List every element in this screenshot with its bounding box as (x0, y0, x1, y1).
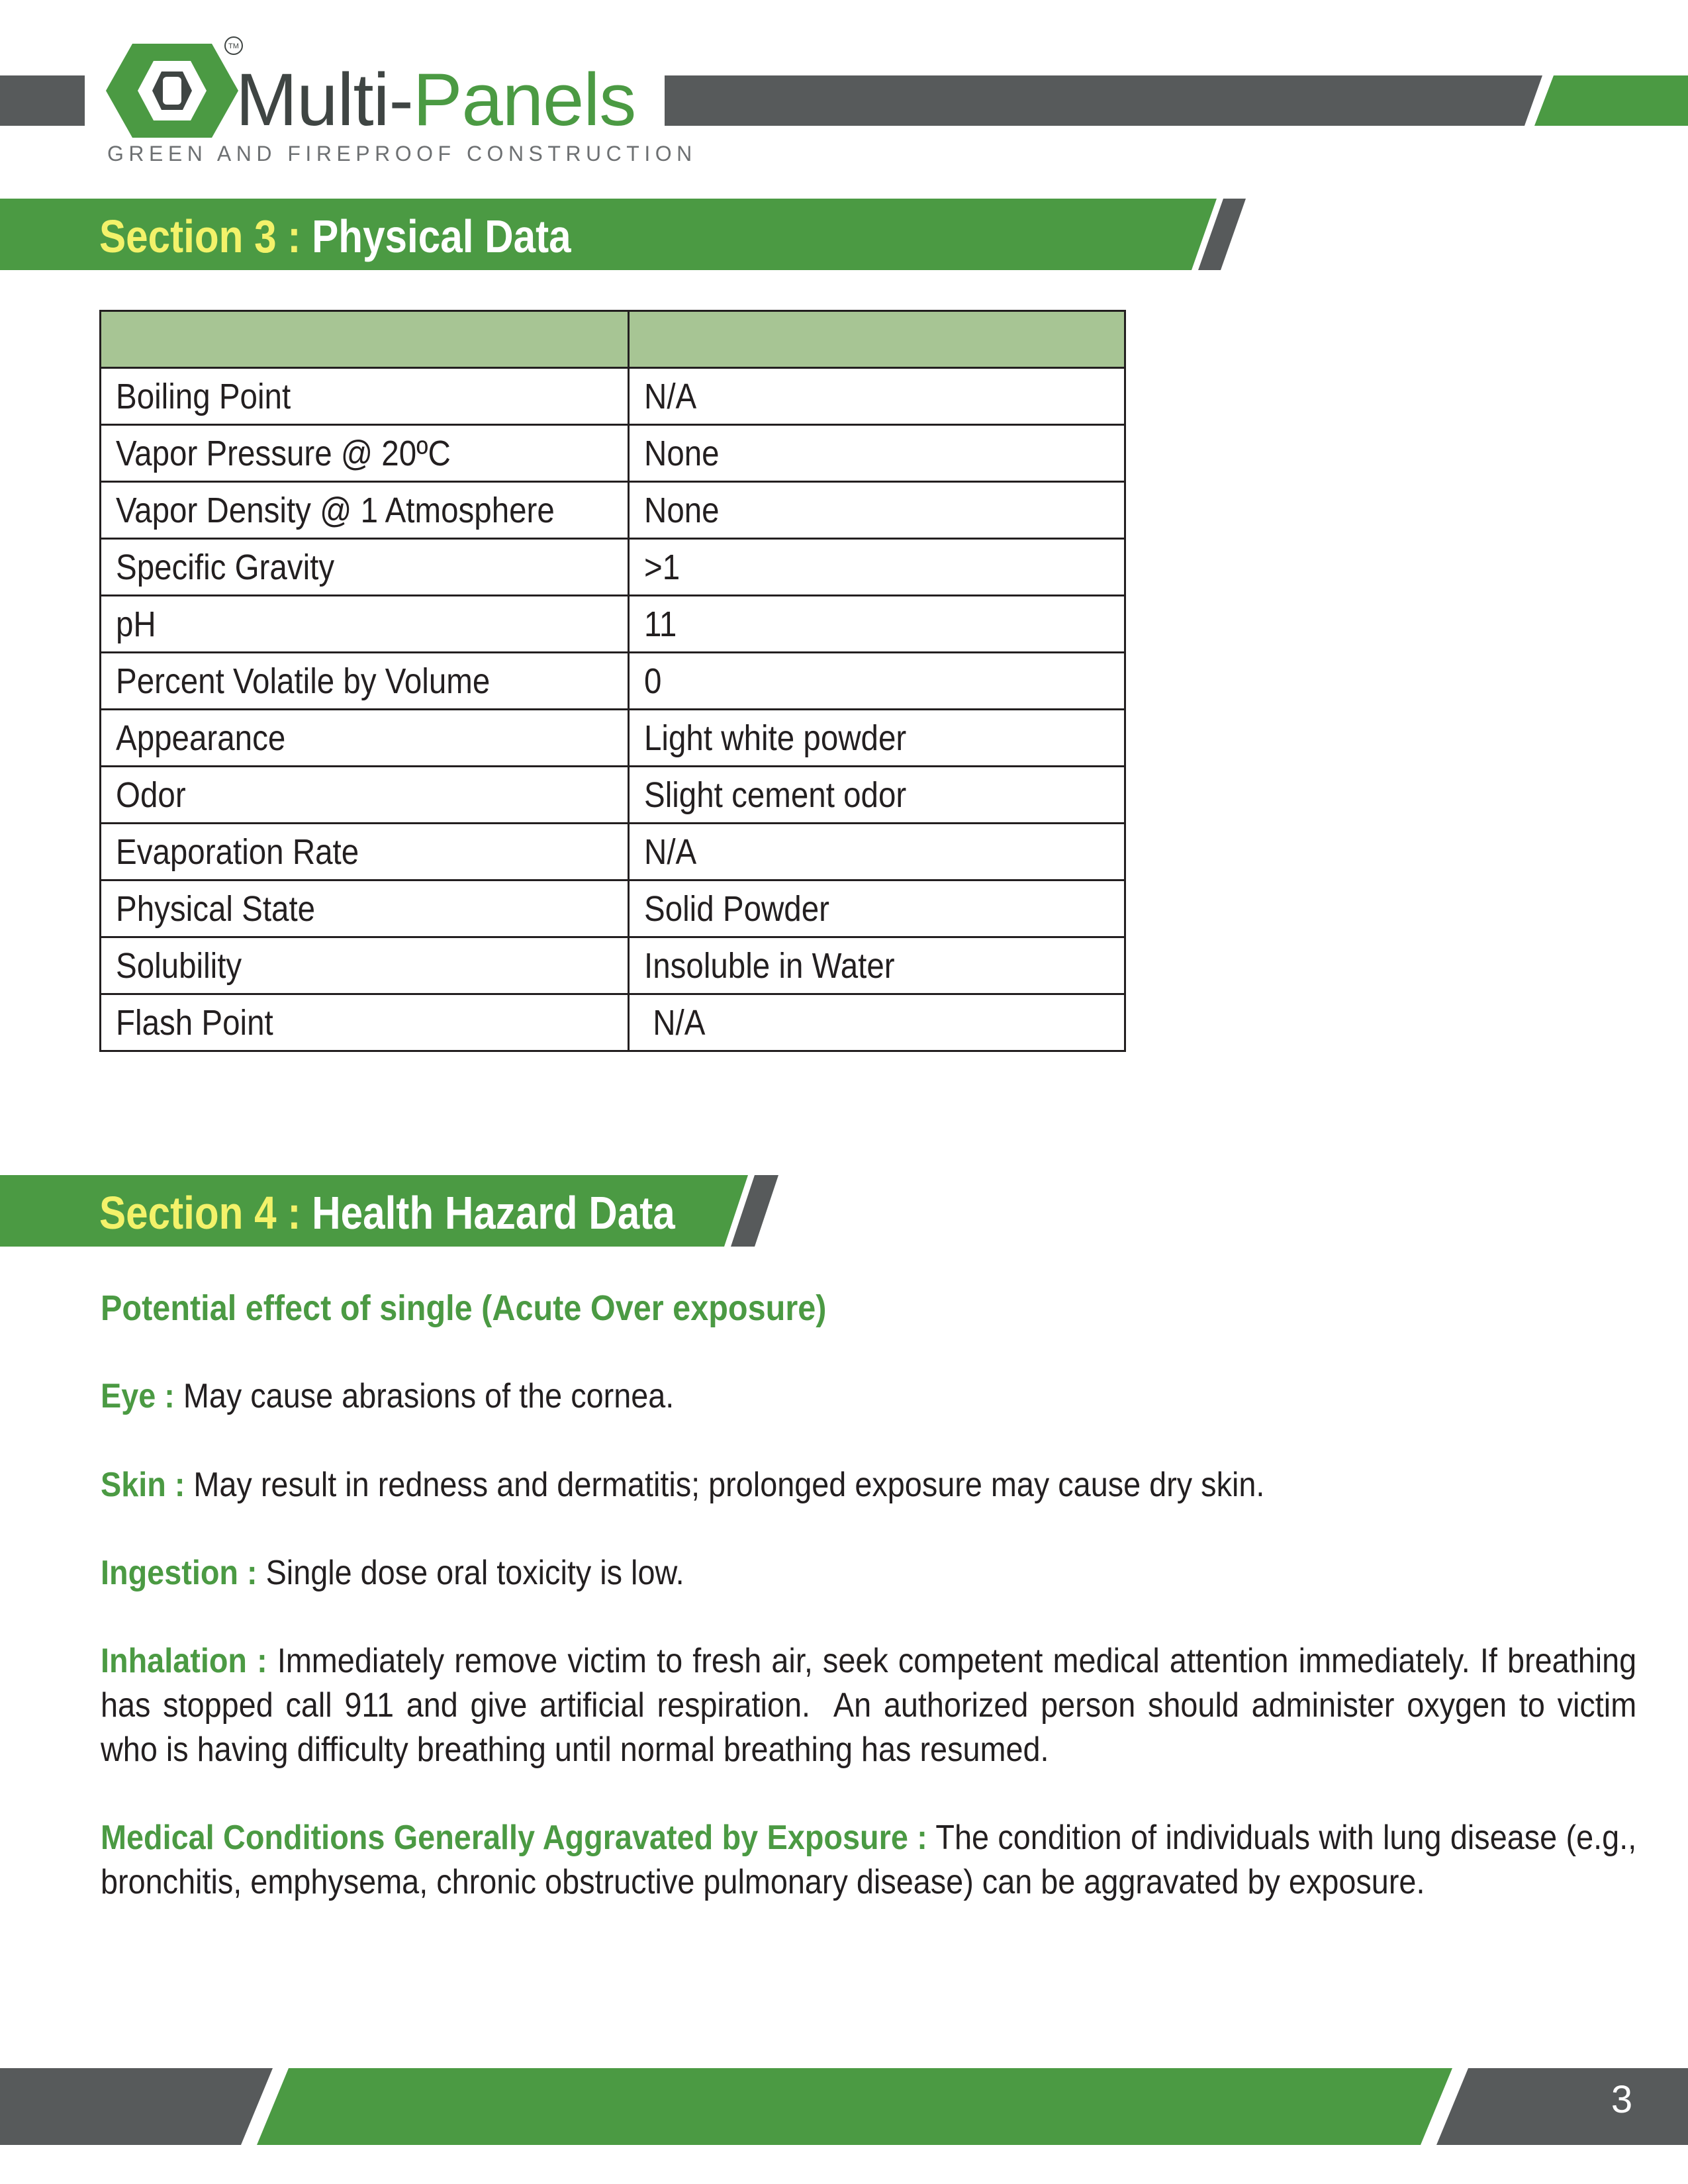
value-cell: N/A (629, 994, 1125, 1051)
value-cell: >1 (629, 539, 1125, 596)
value-cell: N/A (629, 824, 1125, 880)
hazard-text: May result in redness and dermatitis; prolonged exposure may cause dry skin. (185, 1466, 1265, 1504)
header-right-bar (665, 75, 1542, 126)
table-row (101, 539, 1125, 596)
table-row (101, 596, 1125, 653)
property-cell: pH (101, 596, 629, 653)
property-cell: Percent Volatile by Volume (101, 653, 629, 710)
hazard-text: May cause abrasions of the cornea. (174, 1377, 675, 1415)
value-cell: Slight cement odor (629, 767, 1125, 824)
brand-name (236, 57, 635, 143)
hazard-label: Eye : (101, 1377, 175, 1415)
section3-heading: Physical Data (312, 211, 571, 262)
footer-right-bar (1436, 2068, 1688, 2145)
footer-decoration (0, 2068, 1688, 2148)
header-left-bar (0, 75, 85, 126)
value-cell: None (629, 482, 1125, 539)
value-cell: None (629, 425, 1125, 482)
value-cell: N/A (629, 368, 1125, 425)
property-cell: Vapor Pressure @ 20ºC (101, 425, 629, 482)
section4-heading: Health Hazard Data (312, 1187, 675, 1239)
footer-left-bar (0, 2068, 273, 2145)
value-cell: Light white powder (629, 710, 1125, 767)
property-cell: Appearance (101, 710, 629, 767)
hazard-label: Inhalation : (101, 1642, 267, 1680)
page-number: 3 (1611, 2078, 1633, 2121)
hazard-text: Immediately remove victim to fresh air, seek competent medical attention immediately. If breathing has stopped call 911 and give artificial respiration. An authorized person should administer oxygen to victim who is having difficulty breathing until normal breathing has resumed. (101, 1642, 1646, 1769)
property-cell: Flash Point (101, 994, 629, 1051)
brand-multi: Multi- (236, 58, 413, 141)
table-row (101, 653, 1125, 710)
hazard-text: Single dose oral toxicity is low. (257, 1554, 684, 1592)
hazard-item-eye (101, 1374, 1636, 1419)
table-row (101, 482, 1125, 539)
property-cell: Specific Gravity (101, 539, 629, 596)
table-row (101, 368, 1125, 425)
table-row (101, 425, 1125, 482)
hazard-label: Ingestion : (101, 1554, 258, 1592)
property-cell: Vapor Density @ 1 Atmosphere (101, 482, 629, 539)
section3-title (99, 200, 571, 273)
footer-green-bar (257, 2068, 1452, 2145)
hazard-item-inhalation (101, 1639, 1646, 1772)
property-cell: Boiling Point (101, 368, 629, 425)
physical-data-table (99, 310, 1126, 1052)
table-header-row (101, 311, 1125, 368)
table-row (101, 767, 1125, 824)
hazard-item-medical-conditions (101, 1816, 1646, 1905)
table-row (101, 880, 1125, 937)
section4-number: Section 4 : (99, 1187, 301, 1239)
property-cell: Solubility (101, 937, 629, 994)
brand-tagline: GREEN AND FIREPROOF CONSTRUCTION (107, 142, 697, 166)
hexagon-logo-icon (106, 41, 238, 140)
trademark-icon (224, 36, 244, 56)
section3-number: Section 3 : (99, 211, 301, 262)
value-cell: 0 (629, 653, 1125, 710)
hazard-label: Skin : (101, 1466, 185, 1504)
hazard-text: The condition of individuals with lung disease (e.g., bronchitis, emphysema, chronic obstructive pulmonary disease) can be aggravated by exposure. (101, 1819, 1646, 1901)
value-cell: Solid Powder (629, 880, 1125, 937)
svg-text:TM: TM (228, 42, 239, 50)
header-green-accent (1534, 75, 1688, 126)
table-row (101, 824, 1125, 880)
table-row (101, 710, 1125, 767)
property-cell: Odor (101, 767, 629, 824)
hazard-subheading: Potential effect of single (Acute Over exposure) (101, 1288, 827, 1328)
value-cell: 11 (629, 596, 1125, 653)
hazard-label: Medical Conditions Generally Aggravated by Exposure : (101, 1819, 927, 1857)
table-header-cell (101, 311, 629, 368)
table-row (101, 994, 1125, 1051)
table-header-cell (629, 311, 1125, 368)
table-row (101, 937, 1125, 994)
brand-panels: Panels (412, 58, 636, 141)
hazard-item-ingestion (101, 1551, 1636, 1595)
property-cell: Physical State (101, 880, 629, 937)
hazard-item-skin (101, 1463, 1636, 1507)
section4-title (99, 1176, 675, 1249)
property-cell: Evaporation Rate (101, 824, 629, 880)
value-cell: Insoluble in Water (629, 937, 1125, 994)
